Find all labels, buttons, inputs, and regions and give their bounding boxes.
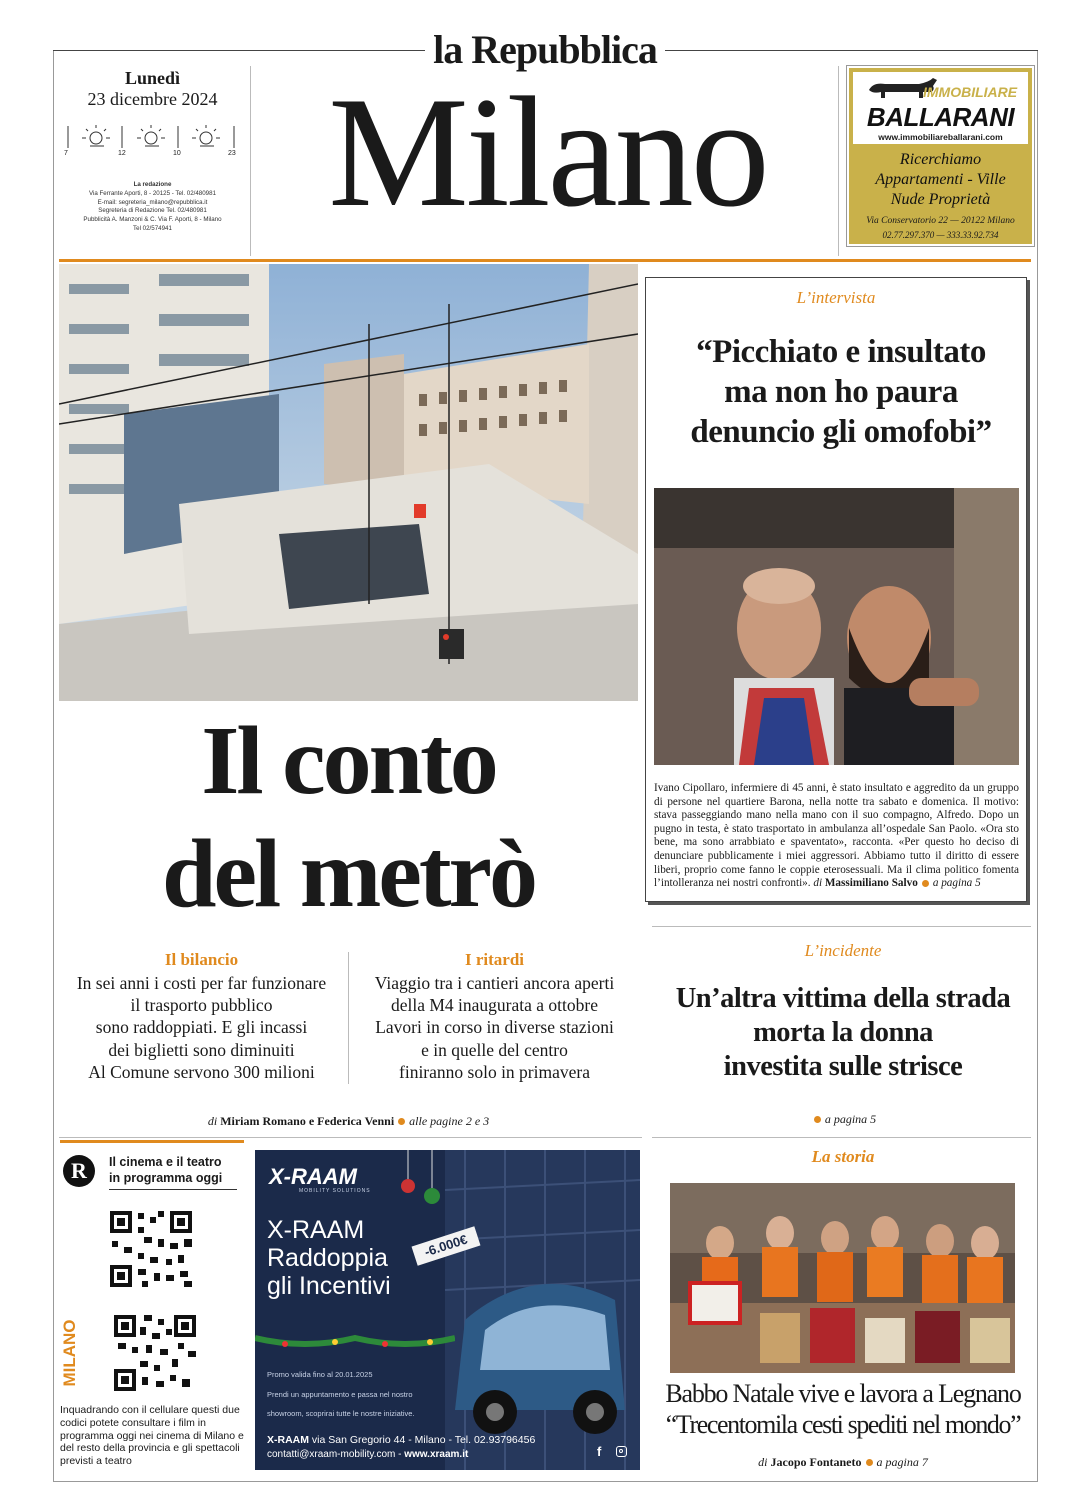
redazione-line: Tel 02/574941 bbox=[133, 224, 172, 232]
edition-title: Milano bbox=[328, 65, 767, 240]
cinema-box bbox=[60, 1143, 244, 1470]
incident-kicker: L’incidente bbox=[804, 941, 882, 960]
ad-ballarani-brand: BALLARANI bbox=[866, 102, 1015, 132]
top-rule-right bbox=[665, 50, 1038, 51]
cinema-title-underline bbox=[109, 1189, 237, 1190]
ad-xraam-promo-3: showroom, scoprirai tutte le nostre iniziative. bbox=[267, 1409, 415, 1418]
ad-ballarani[interactable] bbox=[847, 66, 1034, 246]
incident-bottom-rule bbox=[652, 1137, 1031, 1138]
brand-logo[interactable]: la Repubblica bbox=[433, 27, 657, 72]
instagram-icon[interactable] bbox=[616, 1446, 627, 1457]
main-col-divider bbox=[348, 952, 349, 1084]
temp-3: 10 bbox=[173, 150, 181, 157]
story-byline-page[interactable]: a pagina 7 bbox=[876, 1455, 928, 1469]
incident-byline[interactable] bbox=[652, 1112, 1034, 1127]
main-byline-pages[interactable]: alle pagine 2 e 3 bbox=[409, 1114, 490, 1128]
byline-dot-icon bbox=[398, 1118, 405, 1125]
date-day: Lunedì bbox=[124, 68, 181, 88]
main-col2-line: e in quelle del centro bbox=[421, 1039, 568, 1060]
main-headline-line-1[interactable]: Il conto bbox=[201, 707, 496, 815]
main-byline bbox=[59, 1114, 638, 1129]
incident-headline-line: Un’altra vittima della strada bbox=[675, 983, 1011, 1014]
r-logo: R bbox=[63, 1155, 95, 1187]
main-headline-line-2[interactable]: del metrò bbox=[162, 820, 535, 928]
temp-1: 7 bbox=[64, 150, 68, 157]
cinema-caption: Inquadrando con il cellulare questi due codici potete consultare i film in programma oggi nei cinema di Milano e del resto della provincia e gli spettacoli previsti a teatro bbox=[60, 1404, 244, 1468]
ad-ballarani-line: Appartamenti - Ville bbox=[875, 171, 1006, 188]
ad-xraam-title-1: X-RAAM bbox=[267, 1216, 365, 1244]
story-headline-line-2[interactable]: “Trecentomila cesti spediti nel mondo” bbox=[665, 1410, 1021, 1439]
masthead-accent-rule bbox=[59, 259, 1031, 262]
ad-ballarani-url[interactable]: www.immobiliareballarani.com bbox=[878, 132, 1003, 142]
qr-code-icon bbox=[112, 1313, 198, 1393]
redazione-line: Segreteria di Redazione Tel. 02/480981 bbox=[98, 207, 207, 215]
ad-ballarani-address: Via Conservatorio 22 — 20122 Milano bbox=[866, 216, 1015, 226]
interview-byline-author: Massimiliano Salvo bbox=[824, 877, 918, 890]
redazione-line: Pubblicità A. Manzoni & C. Via F. Aporti, 8 - Milano bbox=[83, 216, 222, 224]
ad-ballarani-header bbox=[853, 72, 1028, 144]
ad-xraam-badge: -6.000€ bbox=[412, 1226, 481, 1265]
weather-icons bbox=[62, 124, 242, 160]
redazione-title: La redazione bbox=[133, 181, 172, 188]
main-col2-text bbox=[352, 972, 637, 1083]
main-col1-line: Al Comune servono 300 milioni bbox=[88, 1061, 315, 1082]
ad-xraam-logo-sub: MOBILITY SOLUTIONS bbox=[299, 1188, 371, 1194]
ad-ballarani-line: Nude Proprietà bbox=[890, 191, 991, 208]
christmas-ornament-icon bbox=[390, 1150, 450, 1220]
cinema-title-2: in programma oggi bbox=[109, 1171, 223, 1185]
ad-xraam[interactable] bbox=[255, 1150, 640, 1470]
qr-code-teatro[interactable] bbox=[112, 1313, 198, 1393]
ad-xraam-building bbox=[445, 1150, 640, 1470]
incident-headline[interactable] bbox=[652, 982, 1034, 1084]
interview-body bbox=[654, 782, 1019, 891]
ad-xraam-promo-1: Promo valida fino al 20.01.2025 bbox=[267, 1370, 373, 1379]
main-col2-line: Lavori in corso in diverse stazioni bbox=[375, 1017, 614, 1038]
interview-headline[interactable] bbox=[645, 332, 1037, 452]
ad-xraam-brand-bold: X-RAAM bbox=[267, 1434, 309, 1446]
ad-xraam-logo: X-RAAM bbox=[269, 1164, 357, 1189]
incident-page[interactable]: a pagina 5 bbox=[824, 1112, 877, 1126]
main-byline-di: di bbox=[207, 1114, 218, 1128]
interview-kicker: L’intervista bbox=[796, 288, 876, 307]
interview-headline-line: “Picchiato e insultato bbox=[696, 334, 986, 370]
interview-byline-di: di bbox=[813, 877, 823, 890]
temp-4: 23 bbox=[228, 150, 236, 157]
main-col1-line: In sei anni i costi per far funzionare bbox=[76, 973, 327, 993]
masthead-divider-right bbox=[838, 66, 839, 256]
interview-body-text: Ivano Cipollaro, infermiere di 45 anni, è stato insultato e aggredito da un gruppo di persone nel quartiere Barona, nella notte tra sabato e domenica. Il motivo: stava passeggiando mano nella mano con il suo compagno, Alfredo. Dopo un pugno in testa, è stato trasportato in ambulanza all’ospedale San Paolo. «Ora sto bene, ma sono arrabbiato e spaventato», racconta. «Per questo ho deciso di denunciare pubblicamente i miei aggressori. Abbiamo tutto il diritto di essere liberi, proprio come fanno le coppie eterosessuali. Ma il clima politico fomenta l’intolleranza nei nostri confronti». bbox=[654, 782, 1019, 890]
incident-headline-line: morta la donna bbox=[753, 1017, 933, 1048]
ad-xraam-promo-2: Prendi un appuntamento e passa nel nostro bbox=[267, 1390, 413, 1399]
redazione-block bbox=[60, 181, 245, 234]
ad-ballarani-phone: 02.77.297.370 — 333.33.92.734 bbox=[882, 230, 999, 240]
cinema-title-1: Il cinema e il teatro bbox=[109, 1155, 222, 1169]
main-col1-text bbox=[59, 972, 344, 1083]
interview-headline-line: denuncio gli omofobi” bbox=[690, 414, 992, 450]
ad-xraam-site[interactable]: www.xraam.it bbox=[404, 1449, 469, 1460]
interview-headline-line: ma non ho paura bbox=[724, 374, 958, 410]
metro-photo-illustration bbox=[59, 264, 638, 701]
redazione-line: Via Ferrante Aporti, 8 - 20125 - Tel. 02/480981 bbox=[88, 189, 217, 197]
interview-photo-illustration bbox=[654, 488, 1019, 765]
ad-ballarani-lines bbox=[849, 150, 1032, 210]
metro-photo bbox=[59, 264, 638, 701]
main-byline-authors: Miriam Romano e Federica Venni bbox=[220, 1114, 395, 1128]
interview-bottom-rule bbox=[652, 926, 1031, 927]
incident-headline-line: investita sulle strisce bbox=[723, 1051, 963, 1082]
main-col2-line: Viaggio tra i cantieri ancora aperti bbox=[374, 973, 615, 993]
main-col1-kicker: Il bilancio bbox=[164, 950, 239, 969]
date-full: 23 dicembre 2024 bbox=[87, 89, 218, 109]
interview-photo bbox=[654, 488, 1019, 765]
ad-xraam-address: via San Gregorio 44 - Milano - Tel. 02.93796456 bbox=[311, 1434, 536, 1446]
qr-code-icon bbox=[108, 1209, 194, 1289]
main-col2-kicker: I ritardi bbox=[464, 950, 525, 969]
main-col1-line: sono raddoppiati. E gli incassi bbox=[95, 1017, 308, 1038]
main-col2-line: della M4 inaugurata a ottobre bbox=[390, 995, 598, 1016]
ad-ballarani-line: Ricerchiamo bbox=[899, 151, 982, 168]
story-photo-illustration bbox=[670, 1183, 1015, 1373]
ad-xraam-address-line bbox=[267, 1434, 535, 1446]
facebook-icon[interactable]: f bbox=[597, 1444, 602, 1459]
story-byline-author: Jacopo Fontaneto bbox=[770, 1455, 862, 1469]
interview-byline-page[interactable]: a pagina 5 bbox=[932, 877, 981, 890]
redazione-email[interactable]: E-mail: segreteria_milano@repubblica.it bbox=[97, 198, 208, 206]
ad-xraam-contact[interactable]: contatti@xraam-mobility.com - bbox=[267, 1449, 405, 1460]
cinema-side-label: MILANO bbox=[60, 1319, 79, 1387]
story-photo bbox=[670, 1183, 1015, 1373]
story-byline bbox=[652, 1455, 1034, 1470]
masthead-divider-left bbox=[250, 66, 251, 256]
garland-icon bbox=[255, 1328, 455, 1352]
story-headline-line-1[interactable]: Babbo Natale vive e lavora a Legnano bbox=[665, 1379, 1021, 1408]
main-bottom-rule bbox=[59, 1137, 642, 1138]
main-col1-line: dei biglietti sono diminuiti bbox=[108, 1039, 295, 1060]
byline-dot-icon bbox=[866, 1459, 873, 1466]
ad-xraam-title-3: gli Incentivi bbox=[267, 1272, 391, 1300]
byline-dot-icon bbox=[814, 1116, 821, 1123]
ad-xraam-title-2: Raddoppia bbox=[267, 1244, 388, 1272]
ad-ballarani-brand-top: IMMOBILIARE bbox=[923, 84, 1018, 100]
story-kicker: La storia bbox=[811, 1147, 875, 1166]
story-byline-di: di bbox=[758, 1455, 768, 1469]
main-col1-line: il trasporto pubblico bbox=[130, 995, 273, 1016]
qr-code-cinema[interactable] bbox=[108, 1209, 194, 1289]
byline-dot-icon bbox=[922, 880, 929, 887]
main-col2-line: finiranno solo in primavera bbox=[399, 1061, 590, 1082]
top-rule-left bbox=[53, 50, 425, 51]
weather-strip bbox=[62, 124, 242, 160]
temp-2: 12 bbox=[118, 150, 126, 157]
ad-xraam-contact-line bbox=[267, 1449, 468, 1460]
